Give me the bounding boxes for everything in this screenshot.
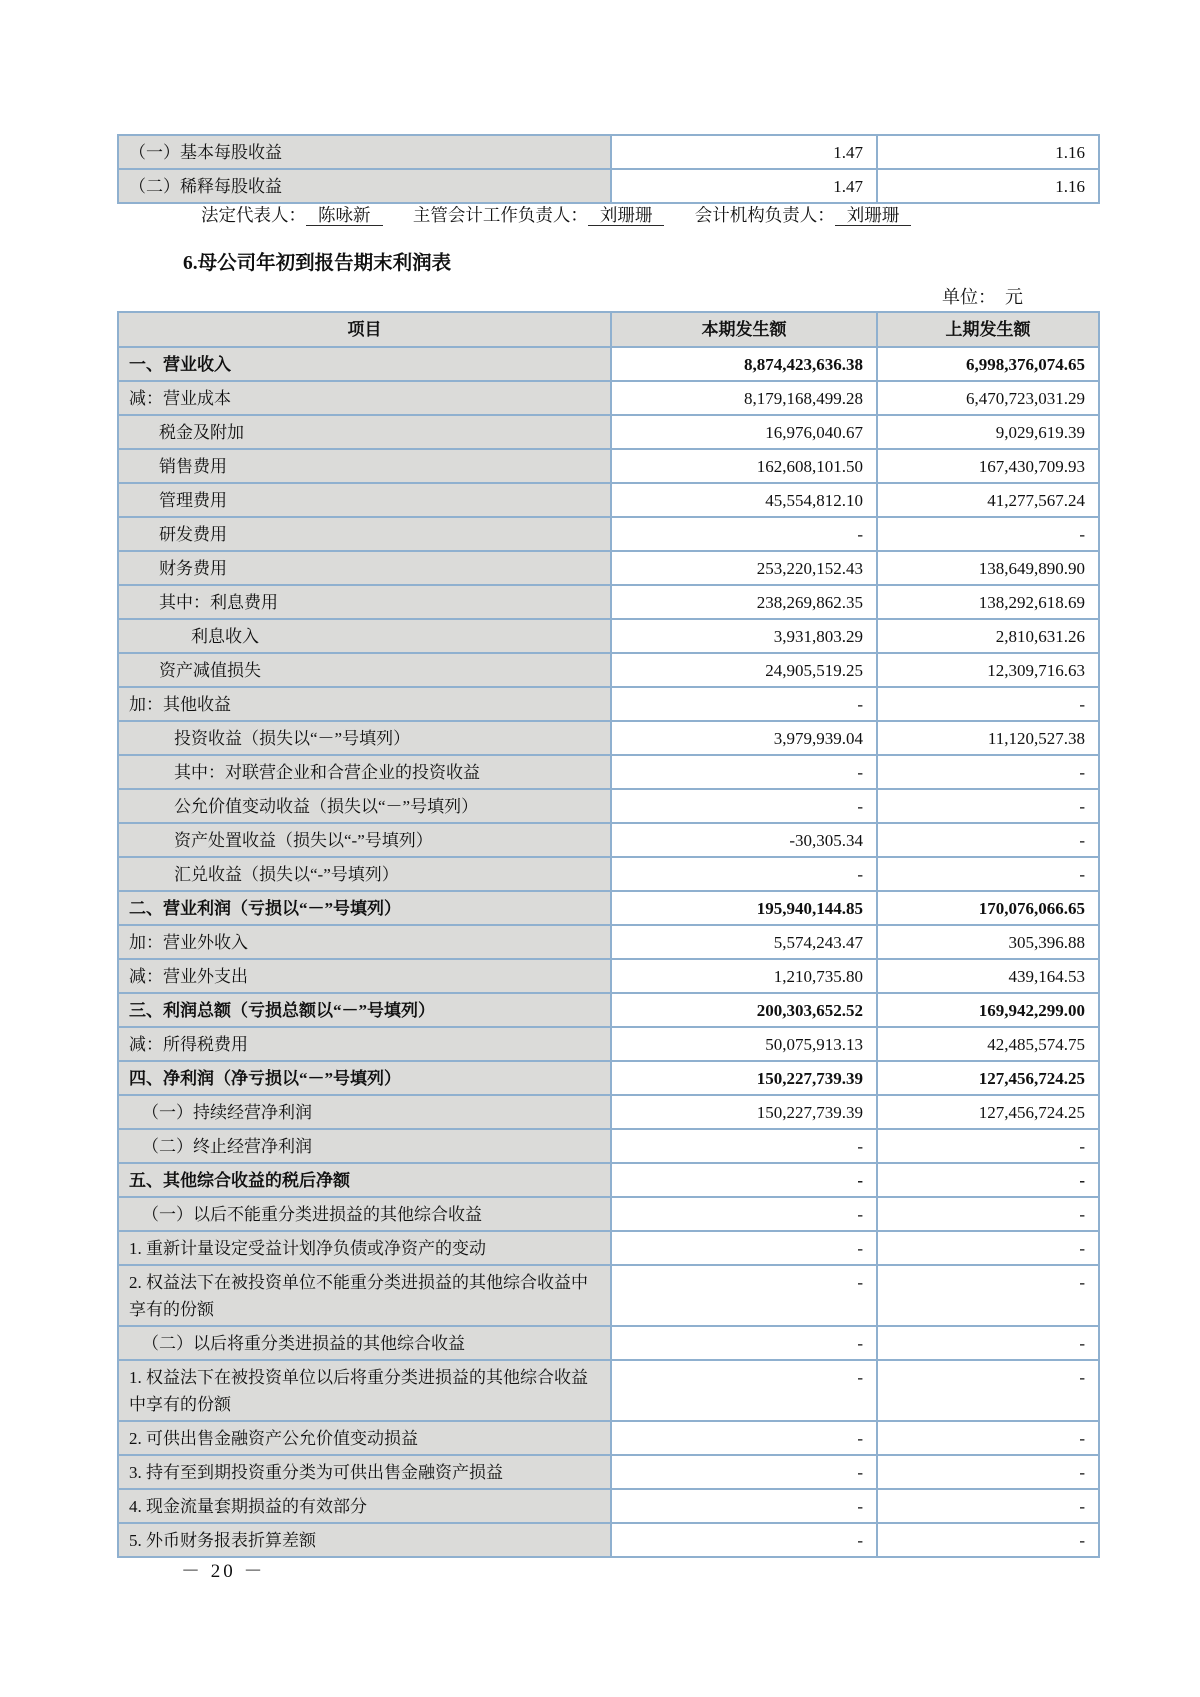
row-current-value: - [611, 1421, 877, 1455]
row-prior-value: - [877, 1523, 1099, 1557]
table-row [118, 1027, 1099, 1061]
table-row [118, 449, 1099, 483]
row-current-value: 162,608,101.50 [611, 449, 877, 483]
row-prior-value: 6,998,376,074.65 [877, 347, 1099, 381]
row-label: 加：其他收益 [118, 687, 611, 721]
row-prior-value: 1.16 [877, 169, 1099, 203]
row-prior-value: 11,120,527.38 [877, 721, 1099, 755]
table-row [118, 993, 1099, 1027]
section-title: 6.母公司年初到报告期末利润表 [183, 253, 452, 274]
row-prior-value: - [877, 1421, 1099, 1455]
table-row [118, 381, 1099, 415]
row-current-value: 150,227,739.39 [611, 1095, 877, 1129]
row-label: 五、其他综合收益的税后净额 [118, 1163, 611, 1197]
table-row [118, 721, 1099, 755]
row-prior-value: 41,277,567.24 [877, 483, 1099, 517]
table-row [118, 619, 1099, 653]
row-label: 资产减值损失 [118, 653, 611, 687]
row-label: 5. 外币财务报表折算差额 [118, 1523, 611, 1557]
chief-accounting-officer [413, 205, 665, 225]
row-label: 投资收益（损失以“－”号填列） [118, 721, 611, 755]
eps-table-section [117, 134, 1100, 204]
income-statement-section [117, 311, 1100, 1558]
row-prior-value: - [877, 1489, 1099, 1523]
table-row [118, 755, 1099, 789]
table-row [118, 857, 1099, 891]
col-header-current-period: 本期发生额 [611, 312, 877, 347]
row-label: 管理费用 [118, 483, 611, 517]
eps-table [117, 134, 1100, 204]
row-current-value: - [611, 789, 877, 823]
row-prior-value: - [877, 1360, 1099, 1421]
table-row [118, 1163, 1099, 1197]
row-label: （二）以后将重分类进损益的其他综合收益 [118, 1326, 611, 1360]
row-prior-value: 42,485,574.75 [877, 1027, 1099, 1061]
table-row [118, 1197, 1099, 1231]
row-label: （一）以后不能重分类进损益的其他综合收益 [118, 1197, 611, 1231]
legal-representative [201, 205, 383, 225]
row-label: 其中：利息费用 [118, 585, 611, 619]
unit-label: 单位： 元 [942, 287, 1023, 307]
row-label: 税金及附加 [118, 415, 611, 449]
row-label: 资产处置收益（损失以“-”号填列） [118, 823, 611, 857]
row-prior-value: 439,164.53 [877, 959, 1099, 993]
accounting-org-head-name: 刘珊珊 [835, 205, 912, 226]
row-label: 减：营业外支出 [118, 959, 611, 993]
income-statement-table [117, 311, 1100, 1558]
row-label: （二）稀释每股收益 [118, 169, 611, 203]
table-row [118, 1095, 1099, 1129]
table-row [118, 483, 1099, 517]
eps-table-body [118, 135, 1099, 203]
row-label: 2. 可供出售金融资产公允价值变动损益 [118, 1421, 611, 1455]
row-current-value: 1,210,735.80 [611, 959, 877, 993]
row-current-value: 45,554,812.10 [611, 483, 877, 517]
row-current-value: - [611, 517, 877, 551]
chief-accounting-officer-name: 刘珊珊 [588, 205, 665, 226]
table-row [118, 169, 1099, 203]
row-label: 2. 权益法下在被投资单位不能重分类进损益的其他综合收益中享有的份额 [118, 1265, 611, 1326]
row-prior-value: 1.16 [877, 135, 1099, 169]
row-prior-value: 12,309,716.63 [877, 653, 1099, 687]
row-label: （二）终止经营净利润 [118, 1129, 611, 1163]
row-prior-value: - [877, 1197, 1099, 1231]
row-label: 减：营业成本 [118, 381, 611, 415]
row-current-value: 24,905,519.25 [611, 653, 877, 687]
row-label: 加：营业外收入 [118, 925, 611, 959]
table-row [118, 959, 1099, 993]
row-current-value: 3,931,803.29 [611, 619, 877, 653]
row-current-value: 253,220,152.43 [611, 551, 877, 585]
row-current-value: 3,979,939.04 [611, 721, 877, 755]
accounting-org-head-label: 会计机构负责人： [694, 205, 835, 225]
row-prior-value: - [877, 1231, 1099, 1265]
row-current-value: - [611, 1163, 877, 1197]
row-current-value: - [611, 1360, 877, 1421]
row-current-value: - [611, 1455, 877, 1489]
table-row [118, 1326, 1099, 1360]
row-prior-value: 127,456,724.25 [877, 1095, 1099, 1129]
row-prior-value: 169,942,299.00 [877, 993, 1099, 1027]
row-prior-value: - [877, 857, 1099, 891]
row-label: （一）基本每股收益 [118, 135, 611, 169]
row-label: 公允价值变动收益（损失以“－”号填列） [118, 789, 611, 823]
page-number: － 20 － [181, 1561, 266, 1582]
row-label: 其中：对联营企业和合营企业的投资收益 [118, 755, 611, 789]
row-prior-value: 138,292,618.69 [877, 585, 1099, 619]
row-current-value: - [611, 687, 877, 721]
row-current-value: 5,574,243.47 [611, 925, 877, 959]
table-row [118, 925, 1099, 959]
row-prior-value: - [877, 517, 1099, 551]
table-row [118, 1231, 1099, 1265]
row-label: 4. 现金流量套期损益的有效部分 [118, 1489, 611, 1523]
row-label: 减：所得税费用 [118, 1027, 611, 1061]
row-prior-value: 6,470,723,031.29 [877, 381, 1099, 415]
row-label: 财务费用 [118, 551, 611, 585]
row-current-value: - [611, 1326, 877, 1360]
legal-representative-label: 法定代表人： [201, 205, 306, 225]
row-label: 二、营业利润（亏损以“－”号填列） [118, 891, 611, 925]
row-prior-value: - [877, 1455, 1099, 1489]
row-prior-value: 305,396.88 [877, 925, 1099, 959]
row-prior-value: - [877, 755, 1099, 789]
row-label: 汇兑收益（损失以“-”号填列） [118, 857, 611, 891]
table-row [118, 1061, 1099, 1095]
row-label: 利息收入 [118, 619, 611, 653]
row-current-value: 1.47 [611, 169, 877, 203]
row-current-value: - [611, 1231, 877, 1265]
row-prior-value: - [877, 687, 1099, 721]
row-prior-value: - [877, 1326, 1099, 1360]
row-current-value: 150,227,739.39 [611, 1061, 877, 1095]
row-current-value: 16,976,040.67 [611, 415, 877, 449]
col-header-prior-period: 上期发生额 [877, 312, 1099, 347]
row-current-value: 238,269,862.35 [611, 585, 877, 619]
table-row [118, 1455, 1099, 1489]
row-current-value: 8,874,423,636.38 [611, 347, 877, 381]
row-prior-value: 2,810,631.26 [877, 619, 1099, 653]
table-row [118, 891, 1099, 925]
row-current-value: 1.47 [611, 135, 877, 169]
row-current-value: - [611, 1197, 877, 1231]
table-row [118, 551, 1099, 585]
row-prior-value: 138,649,890.90 [877, 551, 1099, 585]
row-current-value: - [611, 755, 877, 789]
table-row [118, 789, 1099, 823]
row-current-value: - [611, 1489, 877, 1523]
row-prior-value: 9,029,619.39 [877, 415, 1099, 449]
table-row [118, 1265, 1099, 1326]
row-label: 一、营业收入 [118, 347, 611, 381]
signature-line [201, 203, 937, 227]
chief-accounting-officer-label: 主管会计工作负责人： [412, 205, 588, 225]
table-row [118, 1129, 1099, 1163]
row-label: （一）持续经营净利润 [118, 1095, 611, 1129]
row-current-value: 200,303,652.52 [611, 993, 877, 1027]
table-row [118, 347, 1099, 381]
row-current-value: 8,179,168,499.28 [611, 381, 877, 415]
col-header-item: 项目 [118, 312, 611, 347]
table-row [118, 687, 1099, 721]
row-prior-value: - [877, 1163, 1099, 1197]
header-row [118, 312, 1099, 347]
row-current-value: 195,940,144.85 [611, 891, 877, 925]
row-prior-value: 127,456,724.25 [877, 1061, 1099, 1095]
row-current-value: - [611, 857, 877, 891]
table-row [118, 585, 1099, 619]
row-current-value: - [611, 1129, 877, 1163]
row-label: 研发费用 [118, 517, 611, 551]
accounting-org-head [695, 205, 912, 225]
row-label: 1. 权益法下在被投资单位以后将重分类进损益的其他综合收益中享有的份额 [118, 1360, 611, 1421]
row-prior-value: 170,076,066.65 [877, 891, 1099, 925]
legal-representative-name: 陈咏新 [306, 205, 383, 226]
row-current-value: - [611, 1265, 877, 1326]
row-current-value: -30,305.34 [611, 823, 877, 857]
row-label: 四、净利润（净亏损以“－”号填列） [118, 1061, 611, 1095]
income-table-body [118, 347, 1099, 1557]
table-row [118, 415, 1099, 449]
row-prior-value: - [877, 823, 1099, 857]
table-row [118, 1489, 1099, 1523]
row-current-value: - [611, 1523, 877, 1557]
table-row [118, 1523, 1099, 1557]
row-prior-value: - [877, 1129, 1099, 1163]
table-row [118, 517, 1099, 551]
row-prior-value: 167,430,709.93 [877, 449, 1099, 483]
table-row [118, 1421, 1099, 1455]
table-row [118, 653, 1099, 687]
table-row [118, 135, 1099, 169]
row-prior-value: - [877, 789, 1099, 823]
table-row [118, 1360, 1099, 1421]
row-label: 1. 重新计量设定受益计划净负债或净资产的变动 [118, 1231, 611, 1265]
row-label: 销售费用 [118, 449, 611, 483]
row-prior-value: - [877, 1265, 1099, 1326]
row-label: 三、利润总额（亏损总额以“－”号填列） [118, 993, 611, 1027]
row-label: 3. 持有至到期投资重分类为可供出售金融资产损益 [118, 1455, 611, 1489]
row-current-value: 50,075,913.13 [611, 1027, 877, 1061]
table-row [118, 823, 1099, 857]
